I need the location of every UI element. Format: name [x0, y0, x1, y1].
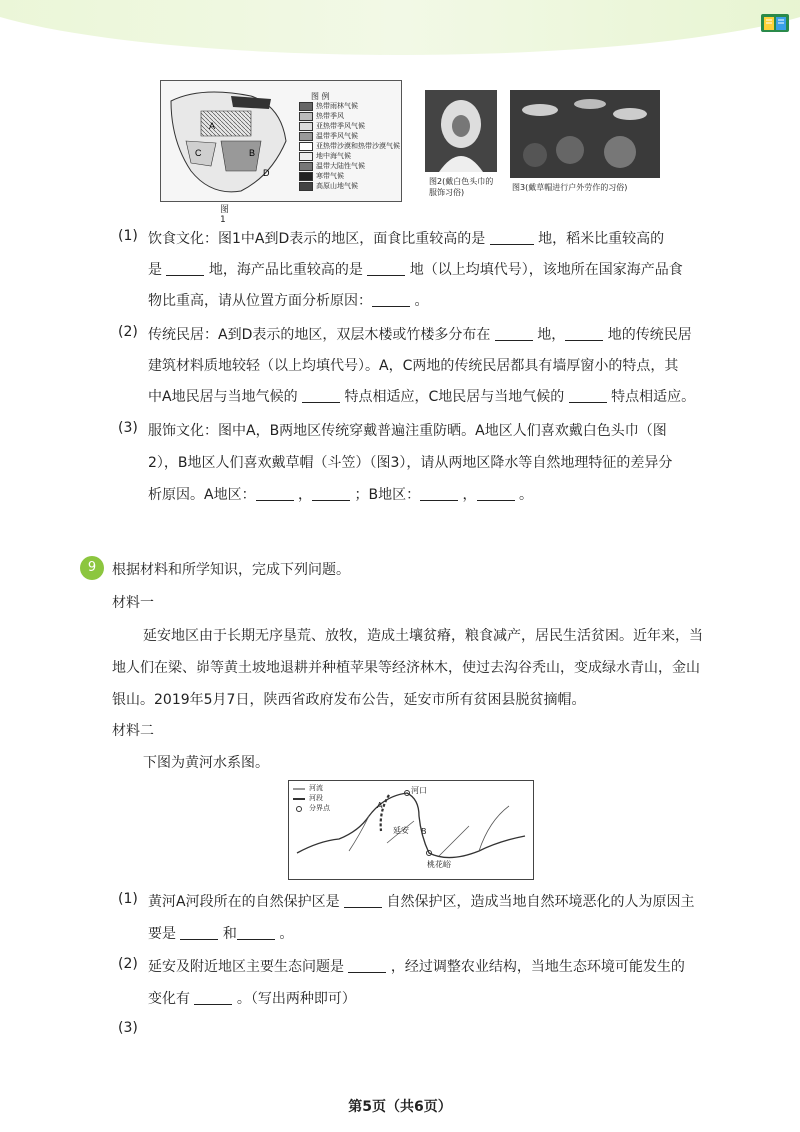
q9-stem: 根据材料和所学知识，完成下列问题。	[112, 562, 350, 578]
q8-item-number: (2)	[118, 324, 138, 340]
q9-item-number: (3)	[118, 1020, 138, 1036]
text-line: 析原因。A地区： ， ；B地区： ， 。	[148, 487, 533, 503]
text-line: 传统民居：A到D表示的地区，双层木楼或竹楼多分布在 地， 地的传统民居	[148, 327, 692, 343]
text-line: 变化有 。（写出两种即可）	[148, 991, 356, 1007]
legend-swatch	[299, 142, 313, 151]
legend-item: 温带大陆性气候	[299, 161, 365, 171]
legend-swatch	[299, 182, 313, 191]
svg-text:C: C	[195, 148, 202, 158]
q8-item-number: (1)	[118, 228, 138, 244]
map-label-a: A	[377, 801, 383, 810]
q9-item-number: (2)	[118, 956, 138, 972]
answer-blank[interactable]	[372, 292, 410, 307]
text-line: 2），B地区人们喜欢戴草帽（斗笠）（图3），请从两地区降水等自然地理特征的差异分	[148, 455, 673, 471]
answer-blank[interactable]	[348, 958, 386, 973]
legend-swatch	[299, 162, 313, 171]
answer-blank[interactable]	[166, 261, 204, 276]
legend-swatch	[299, 172, 313, 181]
material1-line: 银山。2019年5月7日，陕西省政府发布公告，延安市所有贫困县脱贫摘帽。	[112, 692, 586, 708]
legend-item: 亚热带沙漠和热带沙漠气候	[299, 141, 400, 151]
material1-line: 地人们在梁、峁等黄土坡地退耕并种植苹果等经济林木，使过去沟谷秃山，变成绿水青山，金山	[112, 660, 700, 676]
answer-blank[interactable]	[477, 486, 515, 501]
text-line: 服饰文化：图中A，B两地区传统穿戴普遍注重防晒。A地区人们喜欢戴白色头巾（图	[148, 423, 667, 439]
answer-blank[interactable]	[302, 388, 340, 403]
figure-1-caption: 图1	[220, 205, 230, 225]
map-label-yanan: 延安	[393, 826, 409, 835]
material2-intro: 下图为黄河水系图。	[143, 755, 269, 771]
text-line: 中A地民居与当地气候的 特点相适应，C地民居与当地气候的 特点相适应。	[148, 389, 696, 405]
answer-blank[interactable]	[569, 388, 607, 403]
legend-item: 亚热带季风气候	[299, 121, 365, 131]
legend-item: 高原山地气候	[299, 181, 358, 191]
answer-blank[interactable]	[495, 326, 533, 341]
q9-item-number: (1)	[118, 891, 138, 907]
answer-blank[interactable]	[420, 486, 458, 501]
q8-item-number: (3)	[118, 420, 138, 436]
text-line: 是 地，海产品比重较高的是 地（以上均填代号），该地所在国家海产品食	[148, 262, 683, 278]
straw-hat-photo	[510, 90, 660, 208]
answer-blank[interactable]	[565, 326, 603, 341]
page-footer: 第5页（共6页）	[348, 1099, 452, 1115]
legend-title: 图 例	[311, 92, 330, 101]
headscarf-photo	[425, 90, 497, 208]
answer-blank[interactable]	[194, 990, 232, 1005]
svg-text:A: A	[209, 121, 216, 131]
figure-3-caption: 图3(戴草帽进行户外劳作的习俗)	[512, 183, 628, 192]
text-line: 建筑材料质地较轻（以上均填代号）。A，C两地的传统民居都具有墙厚窗小的特点，其	[148, 358, 679, 374]
answer-blank[interactable]	[344, 893, 382, 908]
legend-swatch	[299, 132, 313, 141]
text-line: 饮食文化：图1中A到D表示的地区，面食比重较高的是 地，稻米比重较高的	[148, 231, 665, 247]
text-line: 要是 和 。	[148, 926, 294, 942]
answer-blank[interactable]	[367, 261, 405, 276]
legend-item: 温带季风气候	[299, 131, 358, 141]
book-logo-icon	[760, 12, 790, 34]
svg-text:D: D	[263, 168, 270, 178]
legend-item: 寒带气候	[299, 171, 344, 181]
map-legend-section: 河段	[309, 794, 323, 802]
legend-swatch	[299, 102, 313, 111]
answer-blank[interactable]	[490, 230, 534, 245]
figure-2-caption: 图2(戴白色头巾的服饰习俗)	[429, 177, 494, 197]
header-decoration	[0, 0, 800, 55]
text-line: 黄河A河段所在的自然保护区是 自然保护区，造成当地自然环境恶化的人为原因主	[148, 894, 695, 910]
svg-text:B: B	[249, 148, 256, 158]
map-label-hekou: 河口	[411, 786, 427, 795]
answer-blank[interactable]	[237, 925, 275, 940]
legend-item: 热带雨林气候	[299, 101, 358, 111]
legend-swatch	[299, 152, 313, 161]
material1-label: 材料一	[112, 595, 154, 611]
map-legend-divide: 分界点	[309, 804, 330, 812]
question-number-badge: 9	[80, 556, 104, 580]
material1-line: 延安地区由于长期无序垦荒、放牧，造成土壤贫瘠，粮食减产，居民生活贫困。近年来，当	[143, 628, 703, 644]
answer-blank[interactable]	[180, 925, 218, 940]
asia-climate-map	[160, 80, 402, 202]
map-label-b: B	[421, 827, 427, 836]
legend-item: 地中海气候	[299, 151, 351, 161]
legend-swatch	[299, 112, 313, 121]
legend-swatch	[299, 122, 313, 131]
text-line: 延安及附近地区主要生态问题是 ，经过调整农业结构，当地生态环境可能发生的	[148, 959, 685, 975]
text-line: 物比重高，请从位置方面分析原因： 。	[148, 293, 429, 309]
answer-blank[interactable]	[256, 486, 294, 501]
material2-label: 材料二	[112, 723, 154, 739]
yellow-river-map	[288, 780, 534, 880]
map-legend-river: 河流	[309, 784, 323, 792]
map-label-taohuayu: 桃花峪	[427, 860, 451, 869]
legend-item: 热带季风	[299, 111, 344, 121]
answer-blank[interactable]	[312, 486, 350, 501]
